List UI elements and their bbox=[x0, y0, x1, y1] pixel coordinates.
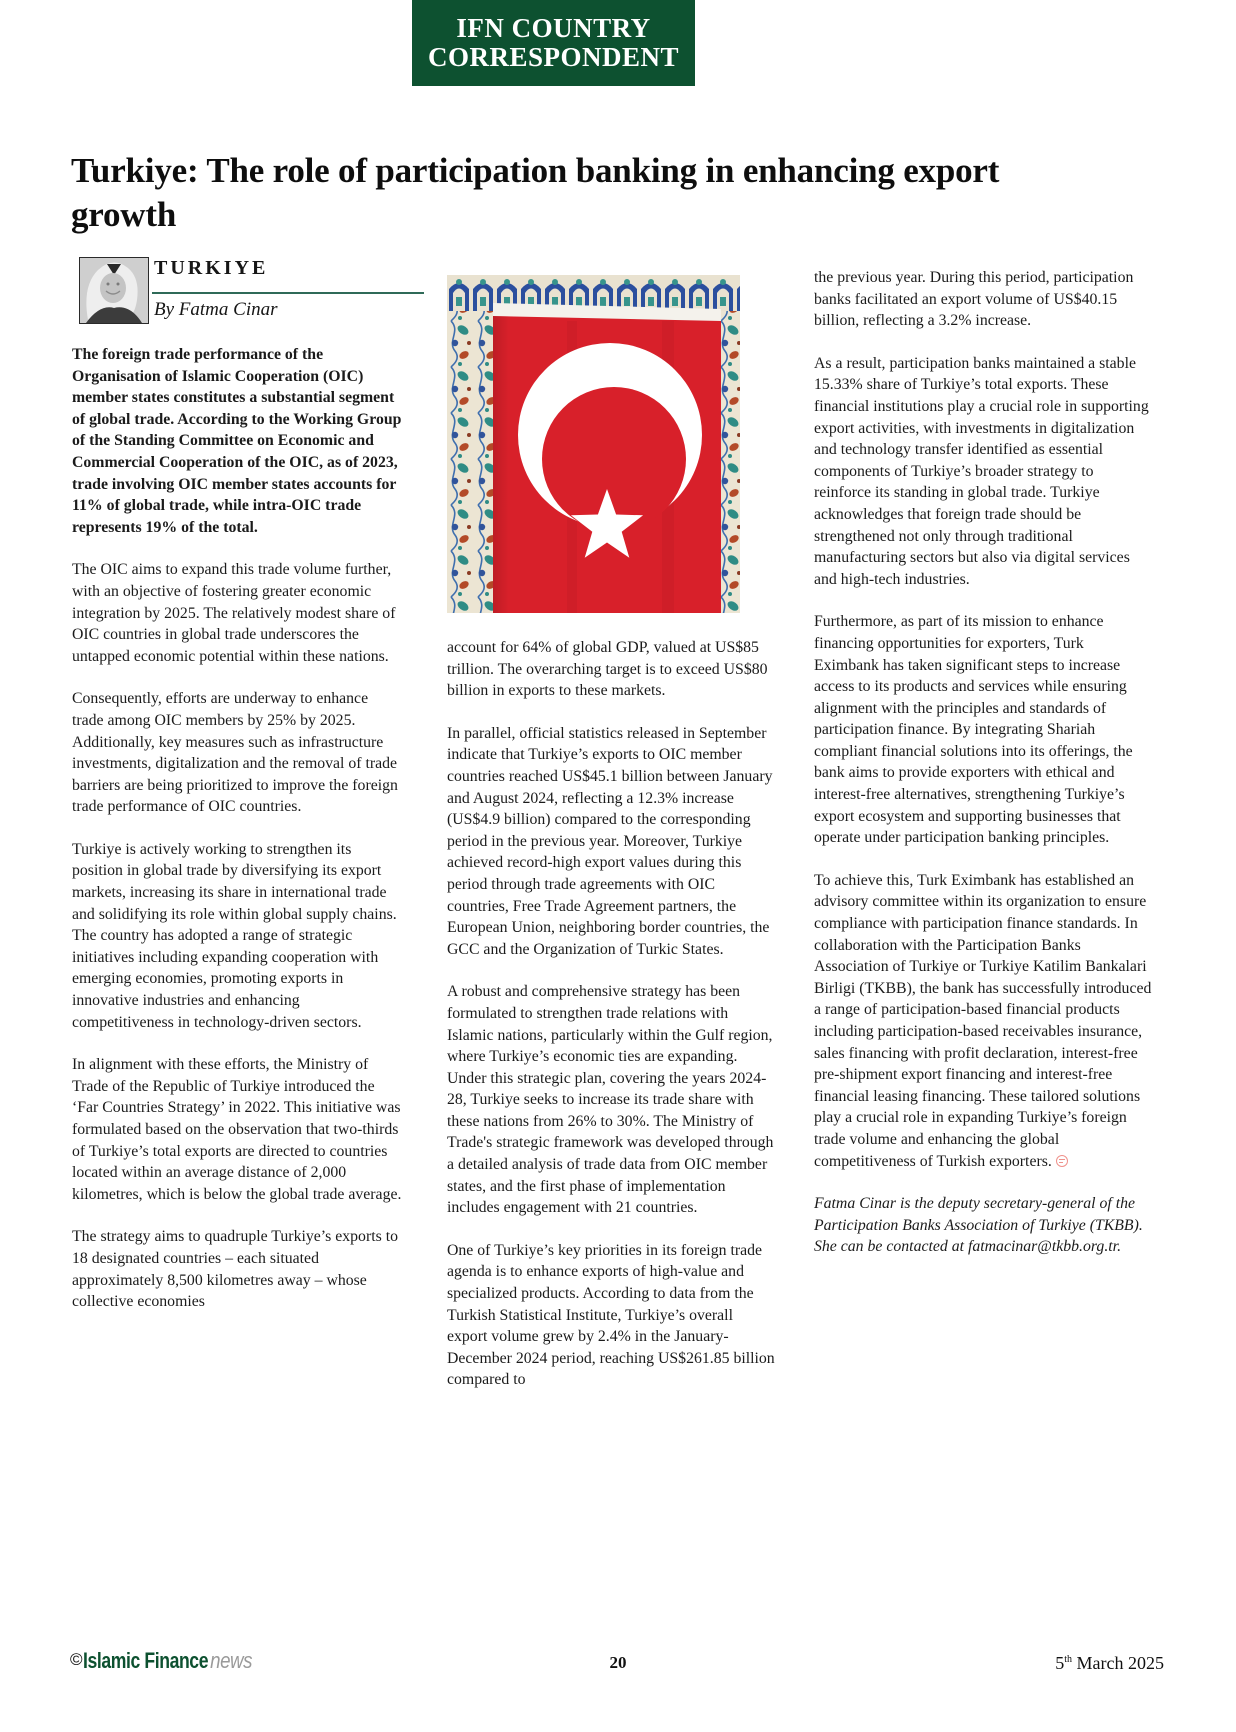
paragraph: The strategy aims to quadruple Turkiye’s exports to 18 designated countries – each situated approximately 8,500 kilometres away – whose collective economies bbox=[72, 1228, 398, 1311]
turkish-flag-illustration bbox=[447, 275, 740, 613]
issue-date bbox=[1055, 1653, 1164, 1674]
column-1 bbox=[72, 344, 402, 1334]
paragraph: the previous year. During this period, participation banks facilitated an export volume of US$40.15 billion, reflecting a 3.2% increase. bbox=[814, 269, 1134, 330]
paragraph: A robust and comprehensive strategy has been formulated to strengthen trade relations with Islamic nations, particularly within the Gulf region, where Turkiye’s economic ties are expanding. Under this strategic plan, covering the years 2024-28, Turkiye seeks to increase its trade share with these nations from 26% to 30%. The Ministry of Trade's strategic framework was developed through a detailed analysis of trade data from OIC member states, and the first phase of implementation includes engagement with 21 countries. bbox=[447, 983, 774, 1217]
column-3 bbox=[814, 267, 1152, 1279]
date-ordinal: th bbox=[1064, 1654, 1073, 1665]
copyright-symbol: © bbox=[70, 1650, 83, 1669]
paragraph: account for 64% of global GDP, valued at US$85 trillion. The overarching target is to exceed US$80 billion in exports to these markets. bbox=[447, 639, 768, 700]
brand-name: Islamic Finance bbox=[82, 1648, 208, 1673]
paragraph: Turkiye is actively working to strengthen its position in global trade by diversifying its export markets, increasing its share in international trade and solidifying its role within global supply chains. The country has adopted a range of strategic initiatives including expanding cooperation with emerging economies, promoting exports in innovative industries and enhancing competitiveness in technology-driven sectors. bbox=[72, 840, 397, 1031]
country-label: TURKIYE bbox=[154, 257, 269, 279]
banner-line-1: IFN COUNTRY bbox=[456, 12, 651, 43]
column-2 bbox=[447, 275, 777, 1412]
section-banner bbox=[412, 0, 695, 86]
author-photo bbox=[79, 257, 149, 324]
paragraph: In parallel, official statistics released in September indicate that Turkiye’s exports to OIC member countries reached US$45.1 billion between January and August 2024, reflecting a 12.3% increase (US$4.9 billion) compared to the corresponding period in the previous year. Moreover, Turkiye achieved record-high export values during this period through trade agreements with OIC countries, Free Trade Agreement partners, the European Union, neighboring border countries, the GCC and the Organization of Turkic States. bbox=[447, 724, 773, 958]
paragraph-text: To achieve this, Turk Eximbank has established an advisory committee within its organization to ensure compliance with participation finance standards. In collaboration with the Participation Banks Association of Turkiye or Turkiye Katilim Bankalari Birligi (TKBB), the bank has successfully introduced a range of participation-based financial products including participation-based receivables insurance, sales financing with profit declaration, interest-free pre-shipment export financing and interest-free financial leasing financing. These tailored solutions play a crucial role in expanding Turkiye’s foreign trade volume and enhancing the global competitiveness of Turkish exporters. bbox=[814, 871, 1152, 1170]
author-byline: By Fatma Cinar bbox=[154, 299, 278, 320]
author-portrait-drawing bbox=[80, 258, 148, 323]
date-day: 5 bbox=[1055, 1653, 1065, 1673]
paragraph: As a result, participation banks maintained a stable 15.33% share of Turkiye’s total exports. These financial institutions play a crucial role in supporting export activities, with investments in digitalization and technology transfer identified as essential components of Turkiye’s broader strategy to reinforce its standing in global trade. Turkiye acknowledges that foreign trade should be strengthened not only through traditional manufacturing sectors but also via digital services and high-tech industries. bbox=[814, 354, 1149, 588]
date-rest: March 2025 bbox=[1072, 1653, 1164, 1673]
paragraph: One of Turkiye’s key priorities in its foreign trade agenda is to enhance exports of high-value and specialized products. According to data from the Turkish Statistical Institute, Turkiye’s overall export volume grew by 2.4% in the January-December 2024 period, reaching US$261.85 billion compared to bbox=[447, 1241, 775, 1389]
paragraph bbox=[814, 870, 1152, 1172]
end-of-article-icon bbox=[1056, 1155, 1068, 1167]
byline-block bbox=[72, 255, 452, 339]
page-title: Turkiye: The role of participation banking in enhancing export growth bbox=[71, 151, 1000, 234]
paragraph: The foreign trade performance of the Organisation of Islamic Cooperation (OIC) member states constitutes a substantial segment of global trade. According to the Working Group of the Standing Committee on Economic and Commercial Cooperation of the OIC, as of 2023, trade involving OIC member states accounts for 11% of global trade, while intra-OIC trade represents 19% of the total. bbox=[72, 346, 402, 536]
paragraph: The OIC aims to expand this trade volume further, with an objective of fostering greater economic integration by 2025. The relatively modest share of OIC countries in global trade underscores the untapped economic potential within these nations. bbox=[72, 561, 396, 665]
paragraph: In alignment with these efforts, the Ministry of Trade of the Republic of Turkiye introduced the ‘Far Countries Strategy’ in 2022. This initiative was formulated based on the observation that two-thirds of Turkiye’s total exports are directed to countries located within an average distance of 2,000 kilometres, which is below the global trade average. bbox=[72, 1056, 402, 1203]
byline-rule bbox=[152, 292, 424, 294]
paragraph: Consequently, efforts are underway to enhance trade among OIC members by 25% by 2025. Additionally, key measures such as infrastructure investments, digitalization and the removal of trade barriers are being prioritized to improve the foreign trade performance of OIC countries. bbox=[72, 690, 398, 816]
brand-suffix: news bbox=[209, 1648, 252, 1673]
page-number: 20 bbox=[609, 1653, 627, 1672]
turkish-flag-photo bbox=[447, 275, 740, 613]
banner-line-2: CORRESPONDENT bbox=[427, 42, 680, 72]
author-bio: Fatma Cinar is the deputy secretary-general of the Participation Banks Association of Turkiye (TKBB). She can be contacted at fatmacinar@tkbb.org.tr. bbox=[814, 1195, 1143, 1256]
paragraph: Furthermore, as part of its mission to enhance financing opportunities for exporters, Turk Eximbank has taken significant steps to increase access to its products and services while ensuring alignment with the principles and standards of participation finance. By integrating Shariah compliant financial solutions into its offerings, the bank aims to provide exporters with ethical and interest-free alternatives, strengthening Turkiye’s export ecosystem and supporting businesses that operate under participation banking principles. bbox=[814, 613, 1133, 847]
